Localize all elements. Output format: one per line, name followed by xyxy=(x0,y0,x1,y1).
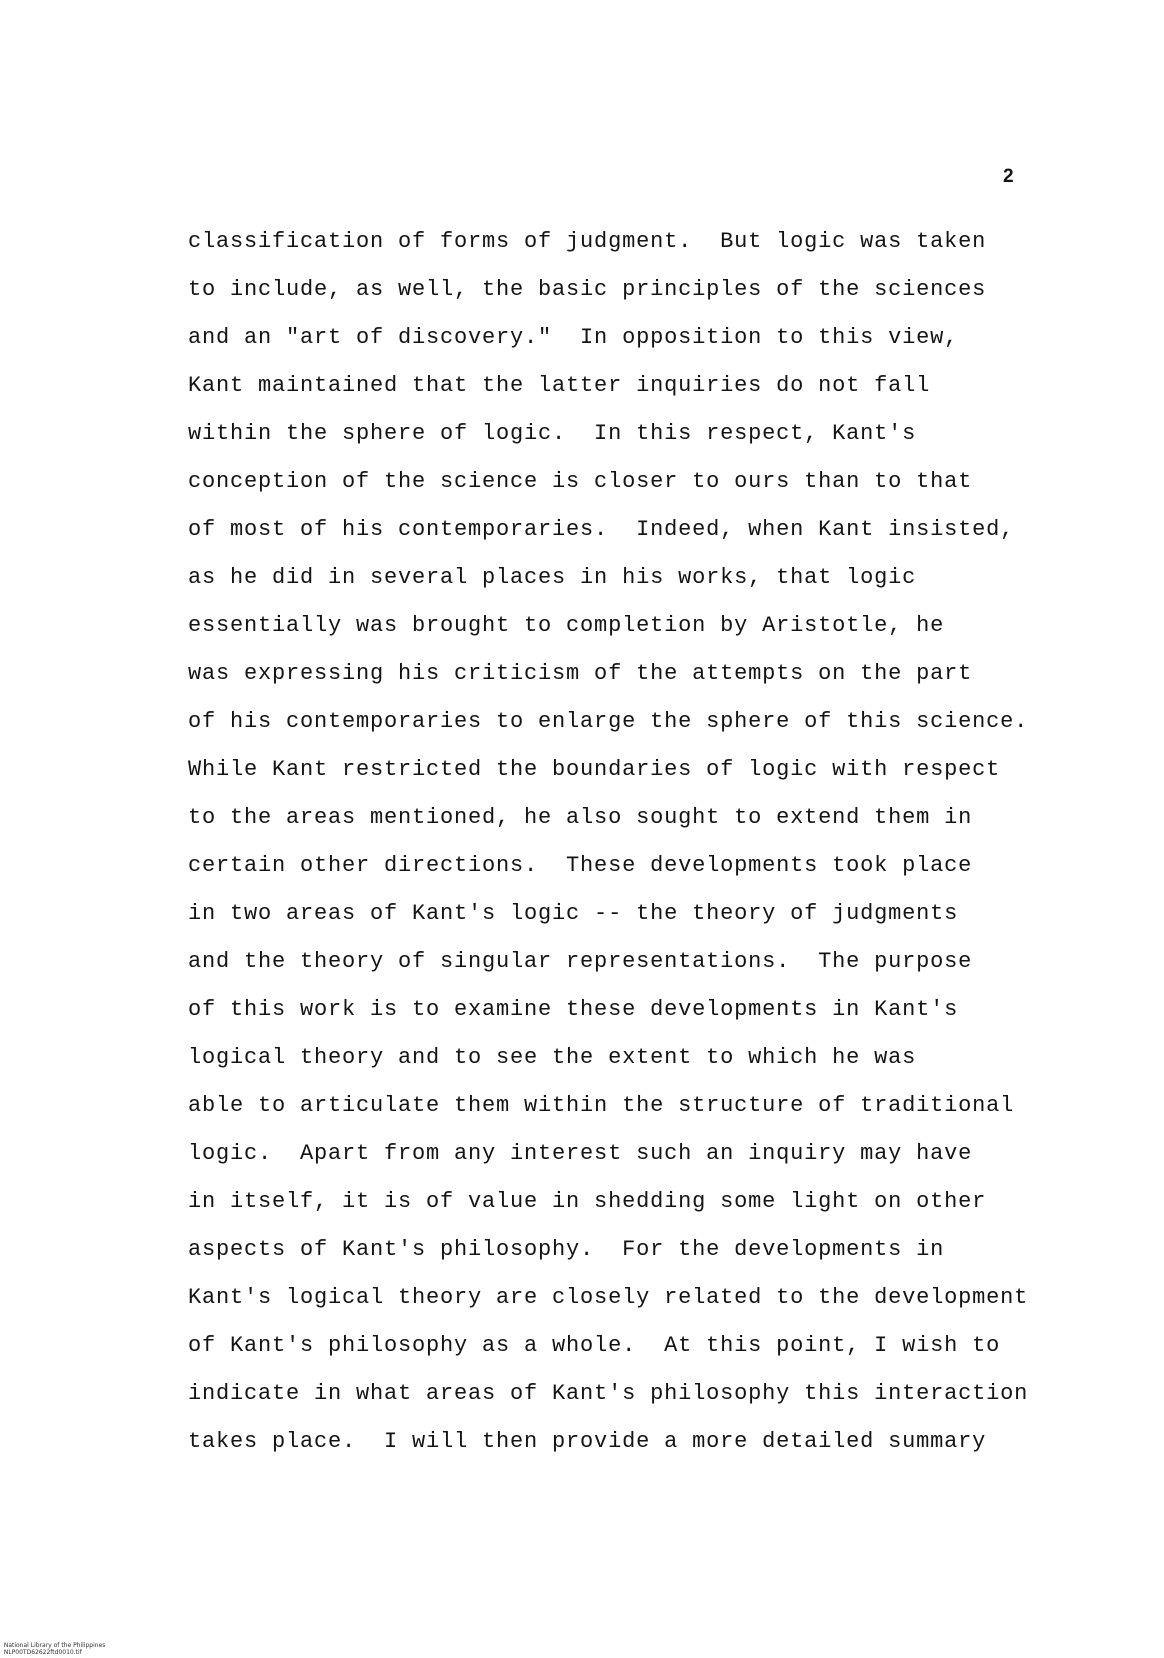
text-line: able to articulate them within the structure of traditional xyxy=(188,1093,1015,1118)
text-line: indicate in what areas of Kant's philosophy this interaction xyxy=(188,1381,1029,1406)
footer-filename: NLP00TD62622ftd0010.tif xyxy=(3,1649,82,1656)
text-line: takes place. I will then provide a more detailed summary xyxy=(188,1429,987,1454)
text-line: Kant's logical theory are closely related to the development xyxy=(188,1285,1029,1310)
text-line: certain other directions. These developments took place xyxy=(188,853,973,878)
text-line: and the theory of singular representations. The purpose xyxy=(188,949,973,974)
text-line: of his contemporaries to enlarge the sphere of this science. xyxy=(188,709,1029,734)
text-line: was expressing his criticism of the attempts on the part xyxy=(188,661,973,686)
text-line: of this work is to examine these developments in Kant's xyxy=(188,997,959,1022)
text-line: of most of his contemporaries. Indeed, when Kant insisted, xyxy=(188,517,1015,542)
text-line: logic. Apart from any interest such an inquiry may have xyxy=(188,1141,973,1166)
text-line: within the sphere of logic. In this respect, Kant's xyxy=(188,421,917,446)
text-line: and an "art of discovery." In opposition to this view, xyxy=(188,325,959,350)
text-line: While Kant restricted the boundaries of logic with respect xyxy=(188,757,1001,782)
text-line: classification of forms of judgment. But logic was taken xyxy=(188,229,987,254)
text-line: logical theory and to see the extent to which he was xyxy=(188,1045,917,1070)
text-line: in two areas of Kant's logic -- the theory of judgments xyxy=(188,901,959,926)
text-line: conception of the science is closer to ours than to that xyxy=(188,469,973,494)
text-line: to the areas mentioned, he also sought to extend them in xyxy=(188,805,973,830)
text-line: as he did in several places in his works, that logic xyxy=(188,565,917,590)
text-line: to include, as well, the basic principles of the sciences xyxy=(188,277,987,302)
page-number: 2 xyxy=(1003,166,1014,187)
body-text xyxy=(188,229,1088,1490)
text-line: aspects of Kant's philosophy. For the developments in xyxy=(188,1237,945,1262)
footer-library: National Library of the Philippines xyxy=(3,1642,106,1649)
text-line: in itself, it is of value in shedding some light on other xyxy=(188,1189,987,1214)
text-line: Kant maintained that the latter inquiries do not fall xyxy=(188,373,931,398)
scan-footer xyxy=(0,1635,133,1656)
text-line: essentially was brought to completion by Aristotle, he xyxy=(188,613,945,638)
text-line: of Kant's philosophy as a whole. At this point, I wish to xyxy=(188,1333,1001,1358)
